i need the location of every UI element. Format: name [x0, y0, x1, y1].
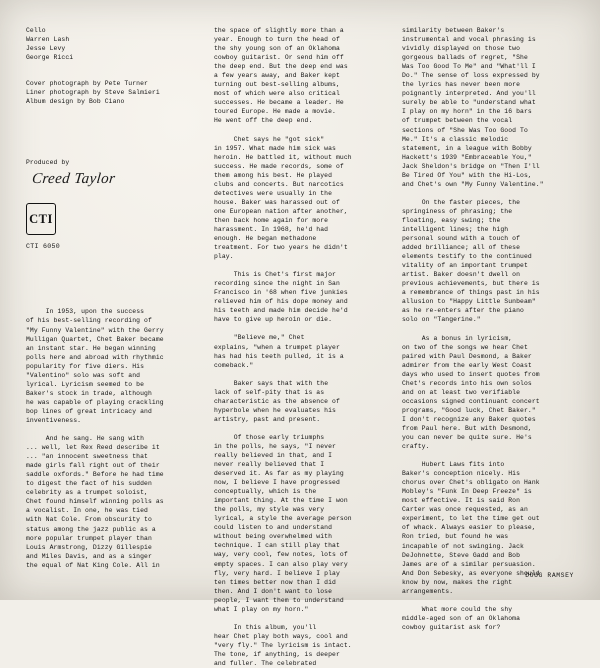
liner-columns [26, 26, 574, 667]
spacer [26, 106, 198, 132]
middle-column [214, 26, 386, 667]
spacer [26, 425, 198, 434]
cover-photo-credit: Cover photograph by Pete Turner [26, 80, 148, 88]
liner-paragraph: What more could the shy middle-aged son of an Oklahoma cowboy guitarist ask for? [402, 605, 521, 631]
spacer [214, 424, 386, 433]
spacer [26, 132, 198, 158]
produced-by-block [26, 158, 198, 187]
spacer [214, 126, 386, 135]
producer-signature: Creed Taylor [31, 171, 117, 188]
spacer [214, 370, 386, 379]
liner-paragraph: In this album, you'll hear Chet play both ways, cool and "very fly." The lyricism is intact. The tone, if anything, is deeper and fuller. The celebrated [214, 623, 352, 667]
liner-paragraph: Baker says that with the lack of self-pity that is as characteristic as the absence of hyperbole when he evaluates his artistry, past and present. [214, 379, 340, 423]
personnel-line: Cello [26, 27, 46, 34]
liner-author-byline: DOUG RAMSEY [525, 571, 574, 579]
cti-logo: CTI [26, 203, 56, 235]
produced-by-label: Produced by [26, 159, 70, 167]
spacer [402, 632, 574, 641]
catalog-number: CTI 6050 [26, 243, 61, 251]
spacer [402, 596, 574, 605]
liner-paragraph: the space of slightly more than a year. Enough to turn the head of the shy young son of an Oklahoma cowboy guitarist. Or send him off the deep end. But the deep end was a few years away, and Baker kept turning out best-selling albums, most of which were also critical successes. He became a leader. He toured Europe. He made a movie. He went off the deep end. [214, 27, 348, 125]
liner-paragraph: This is Chet's first major recording since the night in San Francisco in '68 when five junkies relieved him of his dope money and his teeth and made him decide he'd have to give up heroin or die. [214, 271, 348, 324]
personnel-line: George Ricci [26, 54, 74, 62]
spacer [214, 614, 386, 623]
liner-paragraph: In 1953, upon the success of his best-selling recording of "My Funny Valentine" with the Gerry Mulligan Quartet, Chet Baker became an instant star. He began winning polls here and abroad with rhythmic popularity for five diers. His "Valentino" solo was soft and lyrical. Lyricism seemed to be Baker's stock in trade, although he was capable of playing crackling bop lines of great intricacy and inventiveness. [26, 308, 164, 424]
liner-photo-credit: Liner photograph by Steve Salmieri [26, 89, 160, 97]
personnel-line: Warren Lash [26, 36, 70, 44]
spacer [26, 62, 198, 79]
liner-paragraph: "Believe me," Chet explains, "when a trumpet player has had his teeth pulled, it is a comeback." [214, 334, 344, 369]
left-column [26, 26, 198, 578]
liner-paragraph: Hubert Laws fits into Baker's conception nicely. His chorus over Chet's obligato on Hank Mobley's "Funk In Deep Freeze" is most effective. It is said Ron Carter was once requested, as an experiment, to let the time get out of whack. Always easier to please, Ron tried, but found he was incapable of not swinging. Jack DeJohnette, Steve Gadd and Bob James are of a similar persuasion. And Don Sebesky, as everyone should know by now, makes the right arrangements. [402, 461, 540, 595]
album-design-credit: Album design by Bob Ciano [26, 98, 125, 106]
liner-paragraph: On the faster pieces, the springiness of phrasing; the floating, easy swing; the intelligent lines; the high personal sound with a touch of added brilliance; all of these elements testify to the continued vitality of an important trumpet artist. Baker doesn't dwell on previous achievements, but there is a remembrance of things past in his allusion to "Happy Little Sunbeam" as he re-enters after the piano solo on "Tangerine." [402, 198, 540, 324]
right-column [402, 26, 574, 631]
personnel-line: Jesse Levy [26, 45, 66, 53]
label-logo-wrap [26, 203, 198, 251]
liner-paragraph: similarity between Baker's instrumental and vocal phrasing is vividly displayed on those two gorgeous ballads of regret, "She Was Too Good To Me" and "What'll I Do." The sense of loss expressed by the lyrics has never been more poignantly interpreted. And you'll surely be able to "understand what I play on my horn" in the 16 bars of trumpet between the vocal sections of "She Was Too Good To Me." It's a classic melodic statement, in a league with Bobby Hackett's 1939 "Embraceable You," Jack Sheldon's bridge on "Then I'll Be Tired Of You" with the Hi-Los, and Chet's own "My Funny Valentine." [402, 27, 544, 188]
spacer [214, 324, 386, 333]
photo-credits [26, 79, 198, 106]
liner-paragraph: Of those early triumphs in the polls, he says, "I never really believed in that, and I never really believed that I deserved it. As far as my playing now, I believe I have progressed conceptually, which is the important thing. At the time I won the polls, my style was very lyrical, a style the average person could listen to and understand without being overwhelmed with technique. I can still play that way, very cool, few notes, lots of empty spaces. I can also play very fly, very hard. I believe I play ten times better now than I did then. And I don't want to lose people, I want them to understand what I play on my horn." [214, 433, 352, 613]
liner-paragraph: Chet says he "got sick" in 1957. What made him sick was heroin. He battled it, without much success. He made records, some of them among his best. He played clubs and concerts. But narcotics detectives were usually in the house. Baker was harassed out of one European nation after another, then back home again for more harassment. In 1968, he'd had enough. He began methadone treatment. For two years he didn't play. [214, 135, 352, 261]
liner-paragraph: As a bonus in lyricism, on two of the songs we hear Chet paired with Paul Desmond, a Baker admirer from the early West Coast days who used to insert quotes from Chet's records into his own solos and on at least two verifiable occasions signed continuant concert programs, "Good luck, Chet Baker." I don't recognize any Baker quotes from Paul here. But with Desmond, you can never be quite sure. He's crafty. [402, 334, 540, 451]
personnel-credits [26, 26, 198, 62]
spacer [402, 451, 574, 460]
liner-text-left [26, 307, 198, 569]
spacer [402, 325, 574, 334]
spacer [402, 189, 574, 198]
liner-paragraph: And he sang. He sang with ... well, let Rex Reed describe it ... "an innocent sweetness that made girls fall right out of their saddle oxfords." Before he had time to digest the fact of his sudden celebrity as a trumpet soloist, Chet found himself winning polls as a vocalist. In one, he was tied with Nat Cole. From obscurity to status among the jazz public as a more popular trumpet player than Louis Armstrong, Dizzy Gillespie and Miles Davis, and as a singer the equal of Nat King Cole. All in [26, 435, 164, 569]
spacer [214, 261, 386, 270]
